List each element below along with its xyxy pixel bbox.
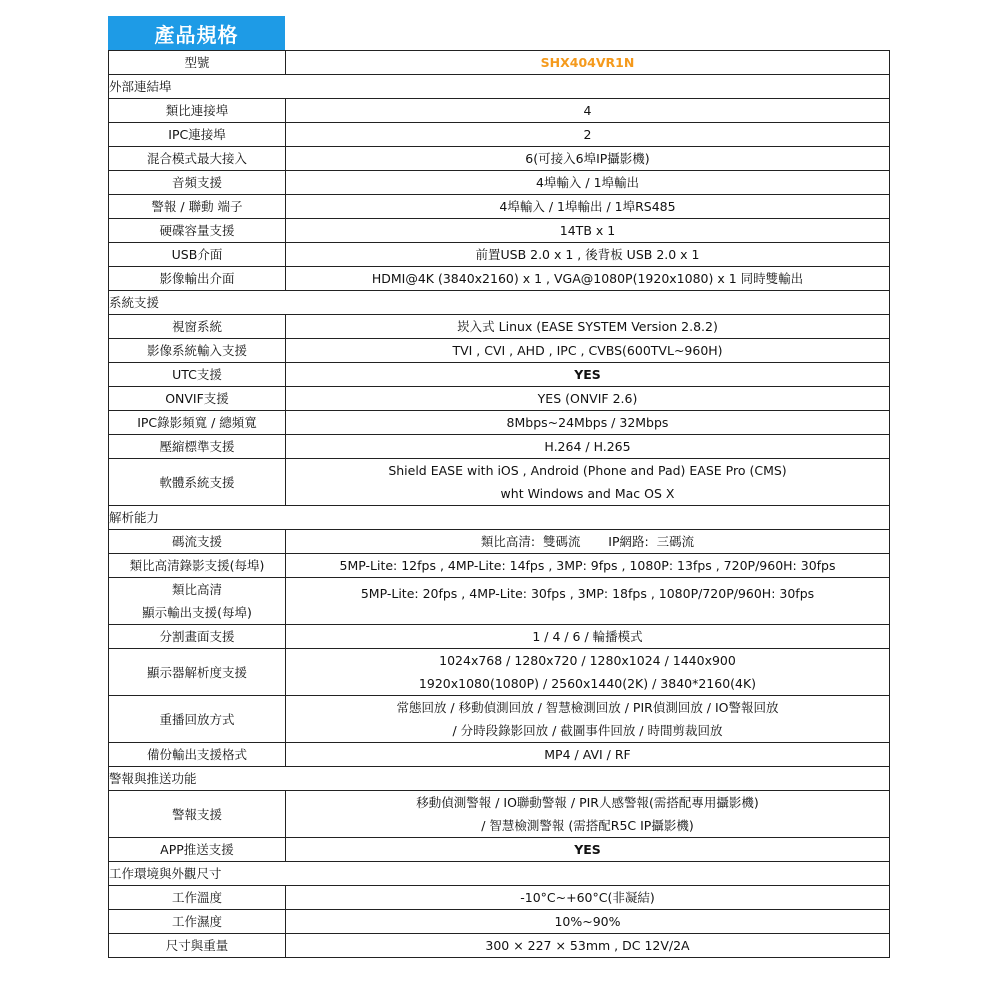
row-label: 類比連接埠 (109, 99, 286, 123)
row-label: 備份輸出支援格式 (109, 743, 286, 767)
row-value-line: 移動偵測警報 / IO聯動警報 / PIR人感警報(需搭配專用攝影機) (416, 795, 759, 810)
row-value: 5MP-Lite: 20fps , 4MP-Lite: 30fps , 3MP: 18fps , 1080P/720P/960H: 30fps (286, 578, 890, 625)
row-value-line: / 智慧檢測警報 (需搭配R5C IP攝影機) (481, 818, 694, 833)
row-label: ONVIF支援 (109, 387, 286, 411)
table-row (109, 219, 890, 243)
row-label: 尺寸與重量 (109, 934, 286, 958)
spec-title: 產品規格 (108, 16, 285, 50)
row-label: 顯示器解析度支援 (109, 649, 286, 696)
table-row (109, 554, 890, 578)
table-row (109, 147, 890, 171)
table-row (109, 267, 890, 291)
row-value: 4 (286, 99, 890, 123)
row-label: 音頻支援 (109, 171, 286, 195)
row-label: APP推送支援 (109, 838, 286, 862)
section-environment-title: 工作環境與外觀尺寸 (109, 862, 890, 886)
row-value: YES (286, 363, 890, 387)
row-value: YES (286, 838, 890, 862)
row-label: 混合模式最大接入 (109, 147, 286, 171)
row-value: TVI , CVI , AHD , IPC , CVBS(600TVL~960H) (286, 339, 890, 363)
row-label: 軟體系統支援 (109, 459, 286, 506)
row-value (286, 459, 890, 506)
row-label: IPC連接埠 (109, 123, 286, 147)
row-value (286, 791, 890, 838)
row-label: 類比高清錄影支援(每埠) (109, 554, 286, 578)
row-value: 類比高清: 雙碼流 IP網路: 三碼流 (286, 530, 890, 554)
row-value: 1 / 4 / 6 / 輪播模式 (286, 625, 890, 649)
table-row (109, 791, 890, 838)
table-row (109, 459, 890, 506)
table-row (109, 99, 890, 123)
row-value: 5MP-Lite: 12fps , 4MP-Lite: 14fps , 3MP: 9fps , 1080P: 13fps , 720P/960H: 30fps (286, 554, 890, 578)
row-value-line: 常態回放 / 移動偵測回放 / 智慧檢測回放 / PIR偵測回放 / IO警報回放 (396, 700, 779, 715)
row-value-line: wht Windows and Mac OS X (500, 486, 675, 501)
model-label: 型號 (109, 51, 286, 75)
row-value-line: Shield EASE with iOS , Android (Phone and Pad) EASE Pro (CMS) (388, 463, 787, 478)
row-label (109, 578, 286, 625)
table-row (109, 649, 890, 696)
table-row (109, 339, 890, 363)
row-value-line: 1920x1080(1080P) / 2560x1440(2K) / 3840*2160(4K) (418, 676, 757, 691)
table-row (109, 243, 890, 267)
row-label: 壓縮標準支援 (109, 435, 286, 459)
row-value-line: 1024x768 / 1280x720 / 1280x1024 / 1440x900 (439, 653, 736, 668)
row-label: 工作濕度 (109, 910, 286, 934)
row-value: 4埠輸入 / 1埠輸出 (286, 171, 890, 195)
row-value: 崁入式 Linux (EASE SYSTEM Version 2.8.2) (286, 315, 890, 339)
table-row (109, 411, 890, 435)
row-value: 6(可接入6埠IP攝影機) (286, 147, 890, 171)
row-value (286, 696, 890, 743)
table-row (109, 387, 890, 411)
table-row (109, 910, 890, 934)
row-label: 警報 / 聯動 端子 (109, 195, 286, 219)
model-row (109, 51, 890, 75)
row-value: 4埠輸入 / 1埠輸出 / 1埠RS485 (286, 195, 890, 219)
row-label-line: 顯示輸出支援(每埠) (142, 605, 252, 620)
row-value: 8Mbps~24Mbps / 32Mbps (286, 411, 890, 435)
section-system (109, 291, 890, 315)
row-label: 影像系統輸入支援 (109, 339, 286, 363)
table-row (109, 578, 890, 625)
table-row (109, 838, 890, 862)
table-row (109, 934, 890, 958)
row-value: YES (ONVIF 2.6) (286, 387, 890, 411)
row-value: 2 (286, 123, 890, 147)
row-value: 300 × 227 × 53mm , DC 12V/2A (286, 934, 890, 958)
section-ports (109, 75, 890, 99)
row-label-line: 類比高清 (171, 582, 222, 597)
section-resolution (109, 506, 890, 530)
table-row (109, 886, 890, 910)
row-label: 硬碟容量支援 (109, 219, 286, 243)
section-alarm-title: 警報與推送功能 (109, 767, 890, 791)
table-row (109, 123, 890, 147)
section-environment (109, 862, 890, 886)
section-resolution-title: 解析能力 (109, 506, 890, 530)
row-value: 前置USB 2.0 x 1 , 後背板 USB 2.0 x 1 (286, 243, 890, 267)
table-row (109, 171, 890, 195)
model-value: SHX404VR1N (286, 51, 890, 75)
table-row (109, 530, 890, 554)
row-value: HDMI@4K (3840x2160) x 1 , VGA@1080P(1920x1080) x 1 同時雙輸出 (286, 267, 890, 291)
row-label: 工作溫度 (109, 886, 286, 910)
spec-table (108, 50, 890, 958)
row-label: 警報支援 (109, 791, 286, 838)
row-label: UTC支援 (109, 363, 286, 387)
table-row (109, 315, 890, 339)
row-value: 14TB x 1 (286, 219, 890, 243)
table-row (109, 363, 890, 387)
row-value (286, 649, 890, 696)
section-ports-title: 外部連結埠 (109, 75, 890, 99)
table-row (109, 696, 890, 743)
row-label: 碼流支援 (109, 530, 286, 554)
row-label: 分割畫面支援 (109, 625, 286, 649)
section-alarm (109, 767, 890, 791)
row-value: -10°C~+60°C(非凝結) (286, 886, 890, 910)
table-row (109, 435, 890, 459)
row-label: 重播回放方式 (109, 696, 286, 743)
row-value: MP4 / AVI / RF (286, 743, 890, 767)
section-system-title: 系統支援 (109, 291, 890, 315)
table-row (109, 625, 890, 649)
row-value: 10%~90% (286, 910, 890, 934)
table-row (109, 195, 890, 219)
row-label: USB介面 (109, 243, 286, 267)
table-row (109, 743, 890, 767)
row-label: IPC錄影頻寬 / 總頻寬 (109, 411, 286, 435)
row-value-line: / 分時段錄影回放 / 截圖事件回放 / 時間剪裁回放 (452, 723, 723, 738)
row-label: 影像輸出介面 (109, 267, 286, 291)
row-label: 視窗系統 (109, 315, 286, 339)
row-value: H.264 / H.265 (286, 435, 890, 459)
